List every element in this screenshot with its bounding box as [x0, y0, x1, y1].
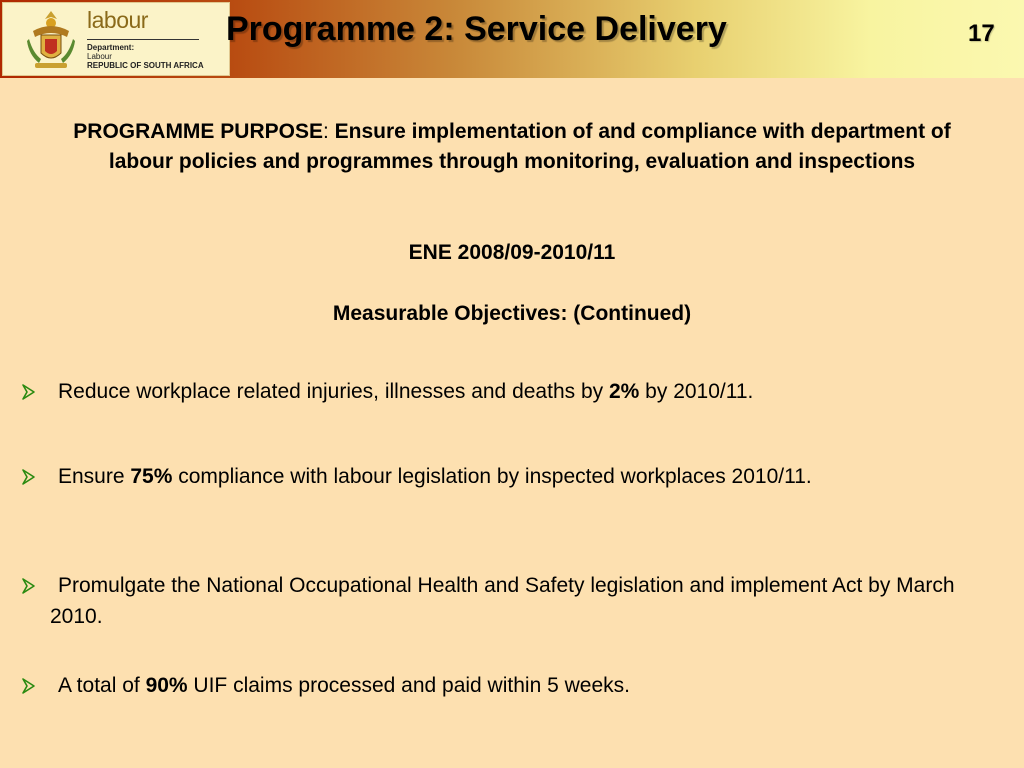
department-logo	[2, 2, 230, 76]
objective-target: 90%	[145, 674, 188, 697]
objective-bullet-4	[20, 670, 1010, 701]
purpose-text: Ensure implementation of and compliance with department of labour policies and programmes through monitoring, evaluation and inspections	[108, 120, 951, 173]
purpose-label: PROGRAMME PURPOSE	[73, 120, 323, 143]
objective-text: Reduce workplace related injuries, illnesses and deaths by 2% by 2010/11.	[58, 380, 754, 403]
logo-department-name: Labour	[87, 52, 112, 61]
slide-title: Programme 2: Service Delivery	[226, 10, 727, 48]
purpose-separator: :	[322, 120, 335, 143]
coat-of-arms-icon	[23, 9, 79, 71]
objective-bullet-3	[20, 570, 1010, 632]
arrowhead-bullet-icon	[20, 570, 38, 601]
objective-text: Ensure 75% compliance with labour legislation by inspected workplaces 2010/11.	[58, 465, 812, 488]
slide-number: 17	[968, 20, 995, 47]
logo-country-name: REPUBLIC OF SOUTH AFRICA	[87, 61, 204, 70]
programme-purpose	[0, 117, 1024, 177]
objectives-heading: Measurable Objectives: (Continued)	[332, 302, 692, 325]
arrowhead-bullet-icon	[20, 461, 38, 492]
objective-bullet-2	[20, 461, 1010, 492]
objective-text: Promulgate the National Occupational Health and Safety legislation and implement Act by March 2010.	[50, 574, 955, 628]
objective-text: A total of 90% UIF claims processed and paid within 5 weeks.	[58, 674, 630, 697]
arrowhead-bullet-icon	[20, 670, 38, 701]
objective-target: 2%	[608, 380, 640, 403]
ene-period: ENE 2008/09-2010/11	[408, 241, 616, 264]
objective-bullet-1	[20, 376, 1010, 407]
objective-target: 75%	[130, 465, 173, 488]
logo-department-label: Department:	[87, 43, 135, 52]
logo-wordmark: labour	[87, 7, 148, 33]
arrowhead-bullet-icon	[20, 376, 38, 407]
logo-divider	[87, 39, 199, 40]
header-bar	[0, 0, 1024, 78]
